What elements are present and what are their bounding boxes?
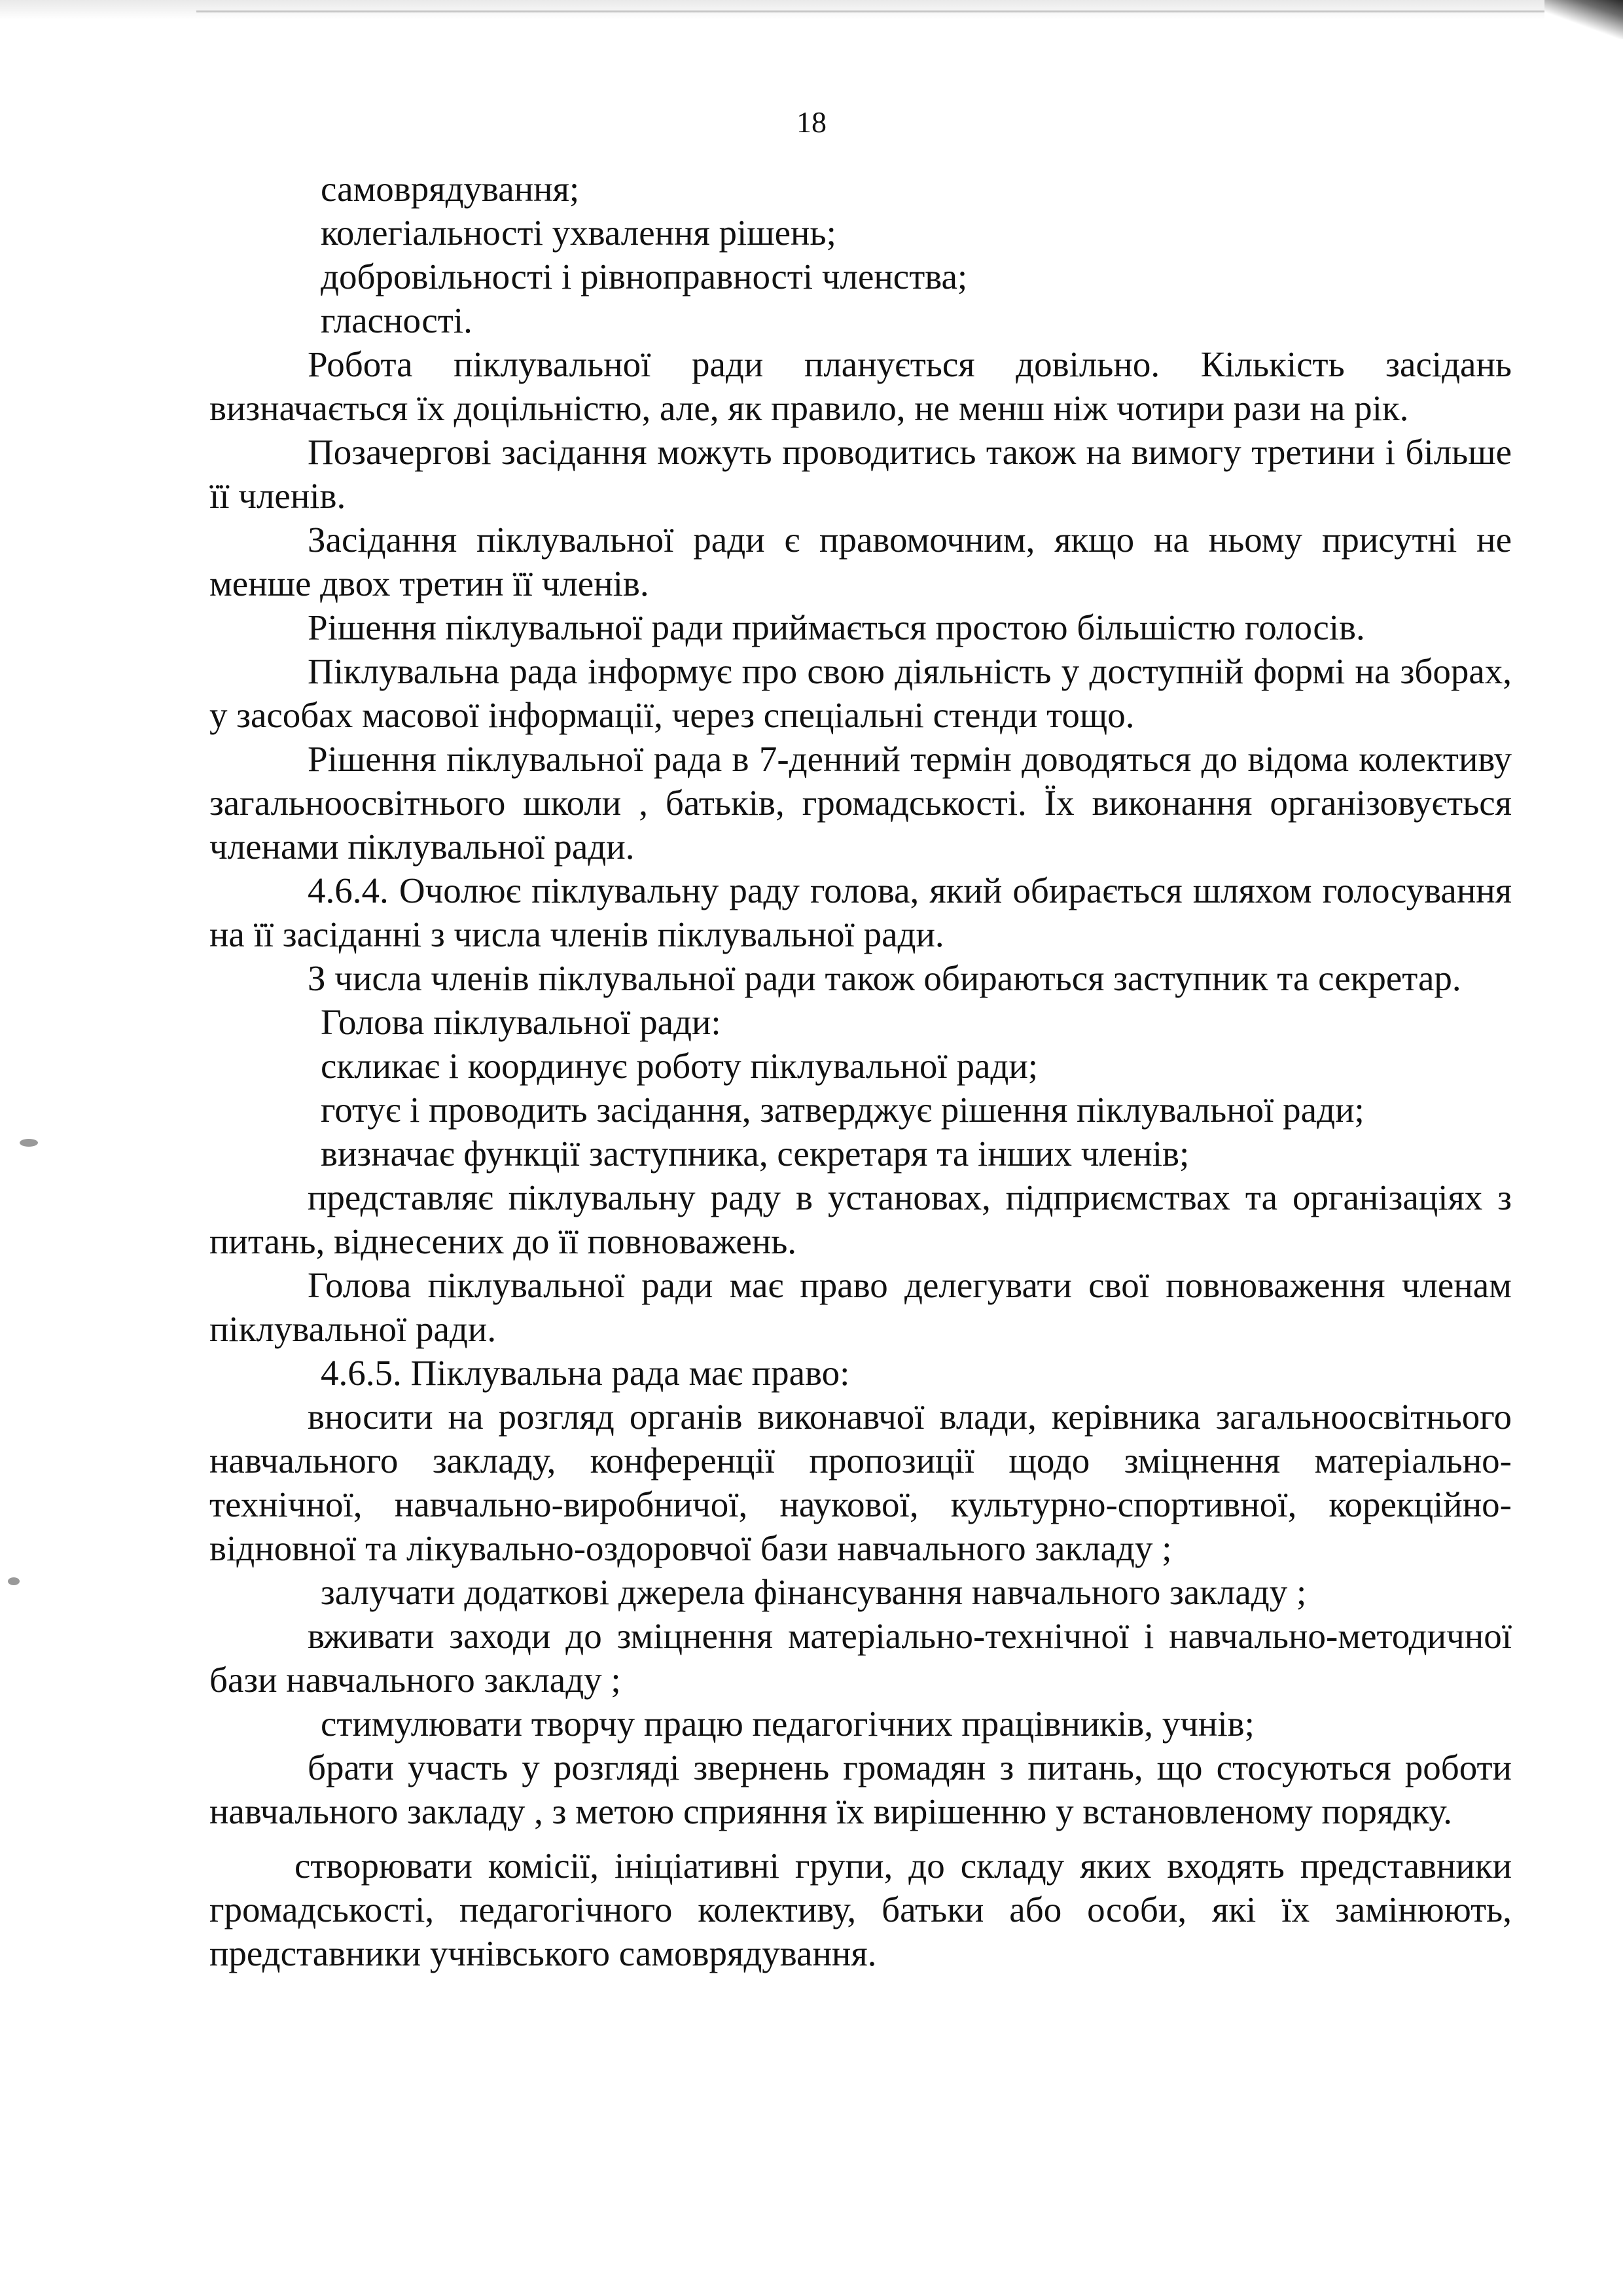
list-item: самоврядування; (321, 169, 580, 209)
paragraph: Піклувальна рада інформує про свою діяльність у доступній формі на зборах, у засобах масової інформації, через спеціальні стенди тощо. (209, 651, 1512, 735)
list-item: вживати заходи до зміцнення матеріально-технічної і навчально-методичної бази навчального закладу ; (209, 1616, 1512, 1700)
list-item: добровільності і рівноправності членства; (321, 257, 968, 296)
scan-corner-shadow (1544, 0, 1623, 39)
list-item: готує і проводить засідання, затверджує рішення піклувальної ради; (321, 1090, 1364, 1130)
list-item: стимулювати творчу працю педагогічних працівників, учнів; (321, 1704, 1255, 1744)
scan-speck (8, 1577, 20, 1585)
paragraph: Голова піклувальної ради має право делегувати свої повноваження членам піклувальної ради. (209, 1265, 1512, 1349)
list-item: визначає функції заступника, секретаря та інших членів; (321, 1134, 1190, 1174)
list-item: брати участь у розгляді звернень громадян з питань, що стосуються роботи навчального закладу , з метою сприяння їх вирішенню у встановленому порядку. (209, 1748, 1512, 1831)
section-4-6-4: 4.6.4. Очолює піклувальну раду голова, який обирається шляхом голосування на її засіданні з числа членів піклувальної ради. (209, 870, 1512, 954)
list-item: залучати додаткові джерела фінансування навчального закладу ; (321, 1572, 1307, 1612)
page-number: 18 (796, 105, 827, 139)
scan-speck (20, 1139, 38, 1147)
paragraph: Рішення піклувальної рада в 7-денний термін доводяться до відома колективу загальноосвітнього школи , батьків, громадськості. Їх виконання організовується членами піклувальної ради. (209, 739, 1512, 867)
chair-duties-heading: Голова піклувальної ради: (321, 1002, 721, 1042)
list-item: представляє піклувальну раду в установах, підприємствах та організаціях з питань, віднесених до її повноважень. (209, 1177, 1512, 1261)
paragraph: Позачергові засідання можуть проводитись також на вимогу третини і більше її членів. (209, 432, 1512, 516)
paragraph: Рішення піклувальної ради приймається простою більшістю голосів. (308, 607, 1365, 647)
list-item: колегіальності ухвалення рішень; (321, 213, 836, 253)
paragraph: Засідання піклувальної ради є правомочним, якщо на ньому присутні не менше двох третин її членів. (209, 520, 1512, 603)
list-item: вносити на розгляд органів виконавчої влади, керівника загальноосвітнього навчального закладу, конференції пропозиції щодо зміцнення матеріально-технічної, навчально-виробничої, наукової, культурно-спортивної, корекційно-відновної та лікувально-оздоровчої бази навчального закладу ; (209, 1397, 1512, 1568)
section-4-6-5: 4.6.5. Піклувальна рада має право: (321, 1353, 850, 1393)
list-item: скликає і координує роботу піклувальної ради; (321, 1046, 1039, 1086)
list-item: створювати комісії, ініціативні групи, до складу яких входять представники громадськості, педагогічного колективу, батьки або особи, які їх замінюють, представники учнівського самоврядування. (209, 1846, 1512, 1973)
scan-artifact-line (196, 10, 1571, 12)
scan-edge (0, 0, 1623, 20)
paragraph: Робота піклувальної ради планується довільно. Кількість засідань визначається їх доцільністю, але, як правило, не менш ніж чотири рази на рік. (209, 344, 1512, 428)
paragraph: З числа членів піклувальної ради також обираються заступник та секретар. (308, 958, 1461, 998)
document-body (209, 167, 1512, 1975)
list-item: гласності. (321, 300, 473, 340)
